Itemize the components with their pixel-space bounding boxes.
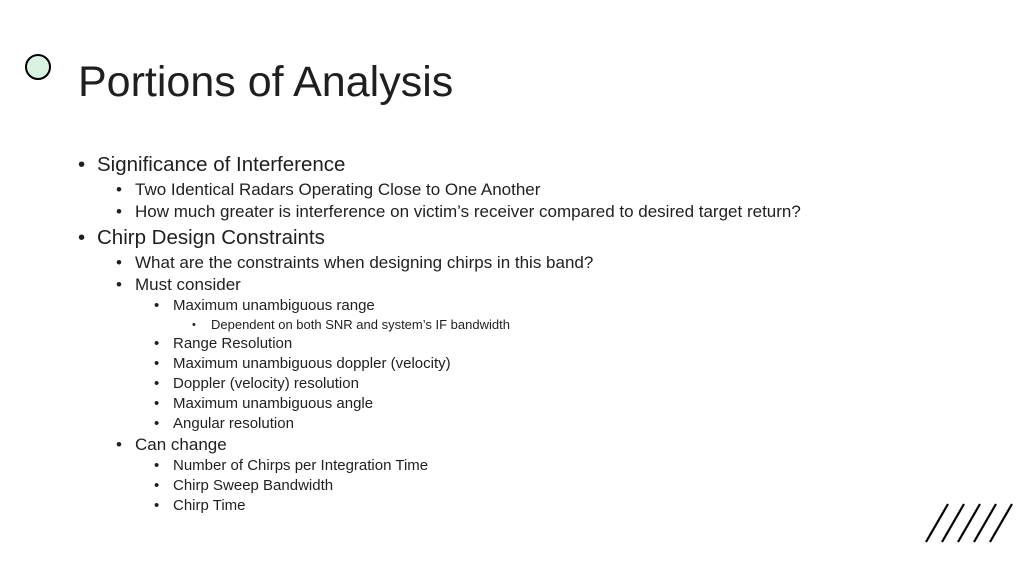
bullet-list bbox=[78, 151, 978, 516]
bullet-text: Dependent on both SNR and system’s IF bandwidth bbox=[211, 317, 510, 332]
list-item bbox=[116, 252, 978, 274]
list-item bbox=[192, 316, 978, 334]
list-item bbox=[154, 496, 978, 516]
sub-list bbox=[154, 456, 978, 516]
list-item bbox=[78, 151, 978, 223]
bullet-text: Must consider bbox=[135, 275, 241, 294]
list-item bbox=[154, 334, 978, 354]
list-item bbox=[154, 476, 978, 496]
sub-list bbox=[116, 179, 978, 223]
bullet-text: Maximum unambiguous range bbox=[173, 297, 375, 314]
bullet-text: Doppler (velocity) resolution bbox=[173, 375, 359, 392]
bullet-text: What are the constraints when designing chirps in this band? bbox=[135, 253, 594, 272]
sub-list bbox=[154, 296, 978, 434]
slide-title: Portions of Analysis bbox=[78, 58, 454, 106]
bullet-text: Two Identical Radars Operating Close to One Another bbox=[135, 180, 541, 199]
bullet-text: Can change bbox=[135, 435, 227, 454]
accent-circle-icon bbox=[25, 54, 51, 80]
bullet-text: Maximum unambiguous angle bbox=[173, 395, 374, 412]
diagonal-stripes-icon bbox=[922, 502, 1014, 546]
slide-body bbox=[78, 150, 978, 516]
list-item bbox=[154, 296, 978, 334]
bullet-text: Angular resolution bbox=[173, 415, 294, 432]
list-item bbox=[116, 201, 978, 223]
bullet-text: How much greater is interference on victim’s receiver compared to desired target return? bbox=[135, 202, 801, 221]
list-item bbox=[154, 456, 978, 476]
sub-list bbox=[192, 316, 978, 334]
list-item bbox=[116, 434, 978, 516]
list-item bbox=[116, 274, 978, 434]
bullet-text: Significance of Interference bbox=[97, 153, 346, 176]
bullet-text: Maximum unambiguous doppler (velocity) bbox=[173, 355, 451, 372]
bullet-text: Number of Chirps per Integration Time bbox=[173, 457, 429, 474]
bullet-text: Range Resolution bbox=[173, 335, 293, 352]
list-item bbox=[154, 374, 978, 394]
bullet-text: Chirp Sweep Bandwidth bbox=[173, 477, 334, 494]
list-item bbox=[154, 394, 978, 414]
bullet-text: Chirp Time bbox=[173, 497, 246, 514]
list-item bbox=[78, 224, 978, 516]
list-item bbox=[154, 354, 978, 374]
list-item bbox=[154, 414, 978, 434]
bullet-text: Chirp Design Constraints bbox=[97, 226, 325, 249]
list-item bbox=[116, 179, 978, 201]
sub-list bbox=[116, 252, 978, 516]
